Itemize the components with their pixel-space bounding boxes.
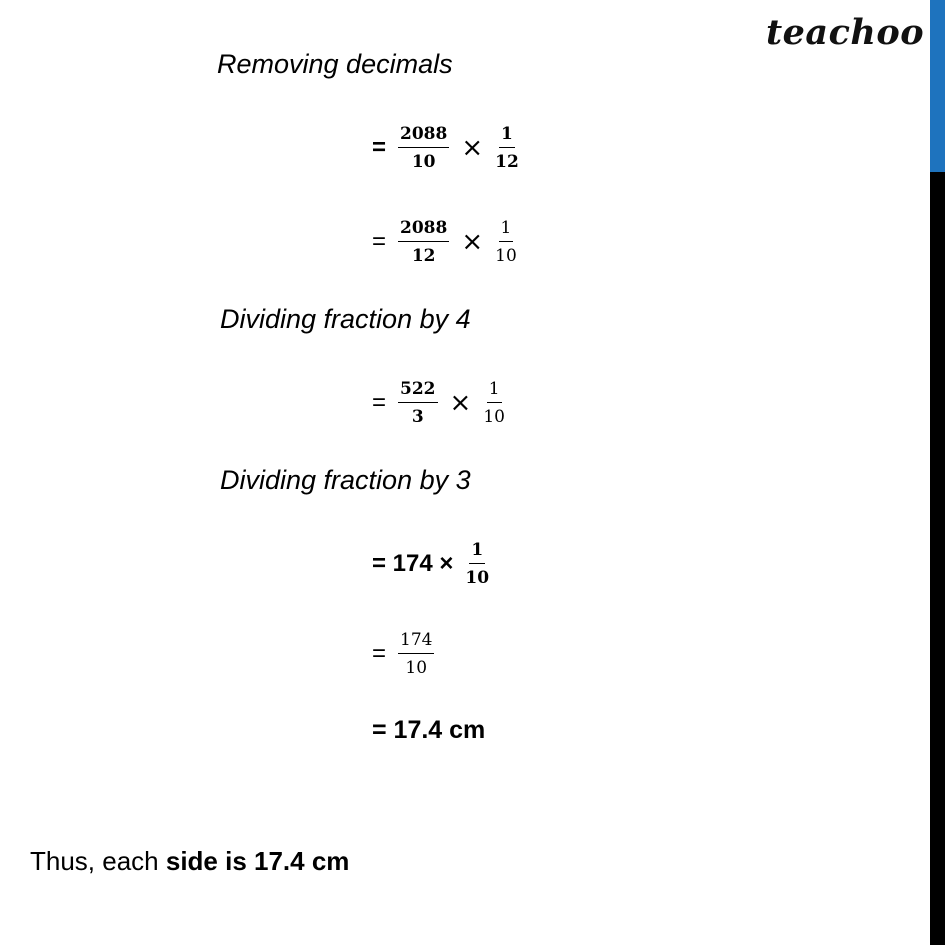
lead-text: = 174 × <box>372 550 454 577</box>
scrollbar-thumb[interactable] <box>930 0 945 172</box>
conclusion-prefix: Thus, each <box>30 846 166 876</box>
conclusion-line <box>30 846 349 877</box>
note-dividing-by-3: Dividing fraction by 3 <box>220 465 471 495</box>
equals-sign: = <box>372 134 387 161</box>
fraction-1-over-12 <box>493 124 521 172</box>
denominator: 10 <box>465 568 490 588</box>
equals-sign: = <box>372 389 387 416</box>
numerator: 2088 <box>398 124 449 148</box>
denominator: 12 <box>495 152 519 172</box>
numerator: 1 <box>469 540 485 564</box>
numerator: 2088 <box>398 218 449 242</box>
fraction-522-over-3 <box>398 379 438 427</box>
step-1-expression <box>372 124 525 172</box>
numerator: 174 <box>398 630 434 654</box>
denominator: 10 <box>495 246 517 266</box>
denominator: 10 <box>405 658 428 678</box>
fraction-2088-over-12 <box>398 218 449 266</box>
denominator: 10 <box>483 407 505 427</box>
step-6-result <box>372 716 491 745</box>
denominator: 12 <box>411 246 436 266</box>
times-sign: × <box>449 388 472 418</box>
equals-sign: = <box>372 228 387 255</box>
conclusion-answer: side is 17.4 cm <box>165 846 350 876</box>
step-5-expression <box>372 630 438 678</box>
step-2-expression <box>372 218 523 266</box>
equals-sign: = <box>372 640 387 667</box>
vertical-scrollbar[interactable] <box>930 0 945 945</box>
teachoo-logo: teachoo <box>766 12 925 53</box>
times-sign: × <box>461 133 484 163</box>
numerator: 1 <box>499 218 514 242</box>
fraction-174-over-10 <box>398 630 434 678</box>
fraction-1-over-10 <box>463 540 491 588</box>
result-text: = 17.4 cm <box>372 716 486 744</box>
denominator: 3 <box>411 407 424 427</box>
numerator: 1 <box>499 124 515 148</box>
note-dividing-by-4: Dividing fraction by 4 <box>220 304 471 334</box>
numerator: 522 <box>398 379 438 403</box>
denominator: 10 <box>411 152 436 172</box>
step-4-expression <box>372 540 495 588</box>
fraction-1-over-10 <box>493 218 519 266</box>
fraction-1-over-10 <box>481 379 507 427</box>
times-sign: × <box>461 227 484 257</box>
step-3-expression <box>372 379 511 427</box>
fraction-2088-over-10 <box>398 124 449 172</box>
numerator: 1 <box>487 379 502 403</box>
note-removing-decimals: Removing decimals <box>217 49 453 79</box>
